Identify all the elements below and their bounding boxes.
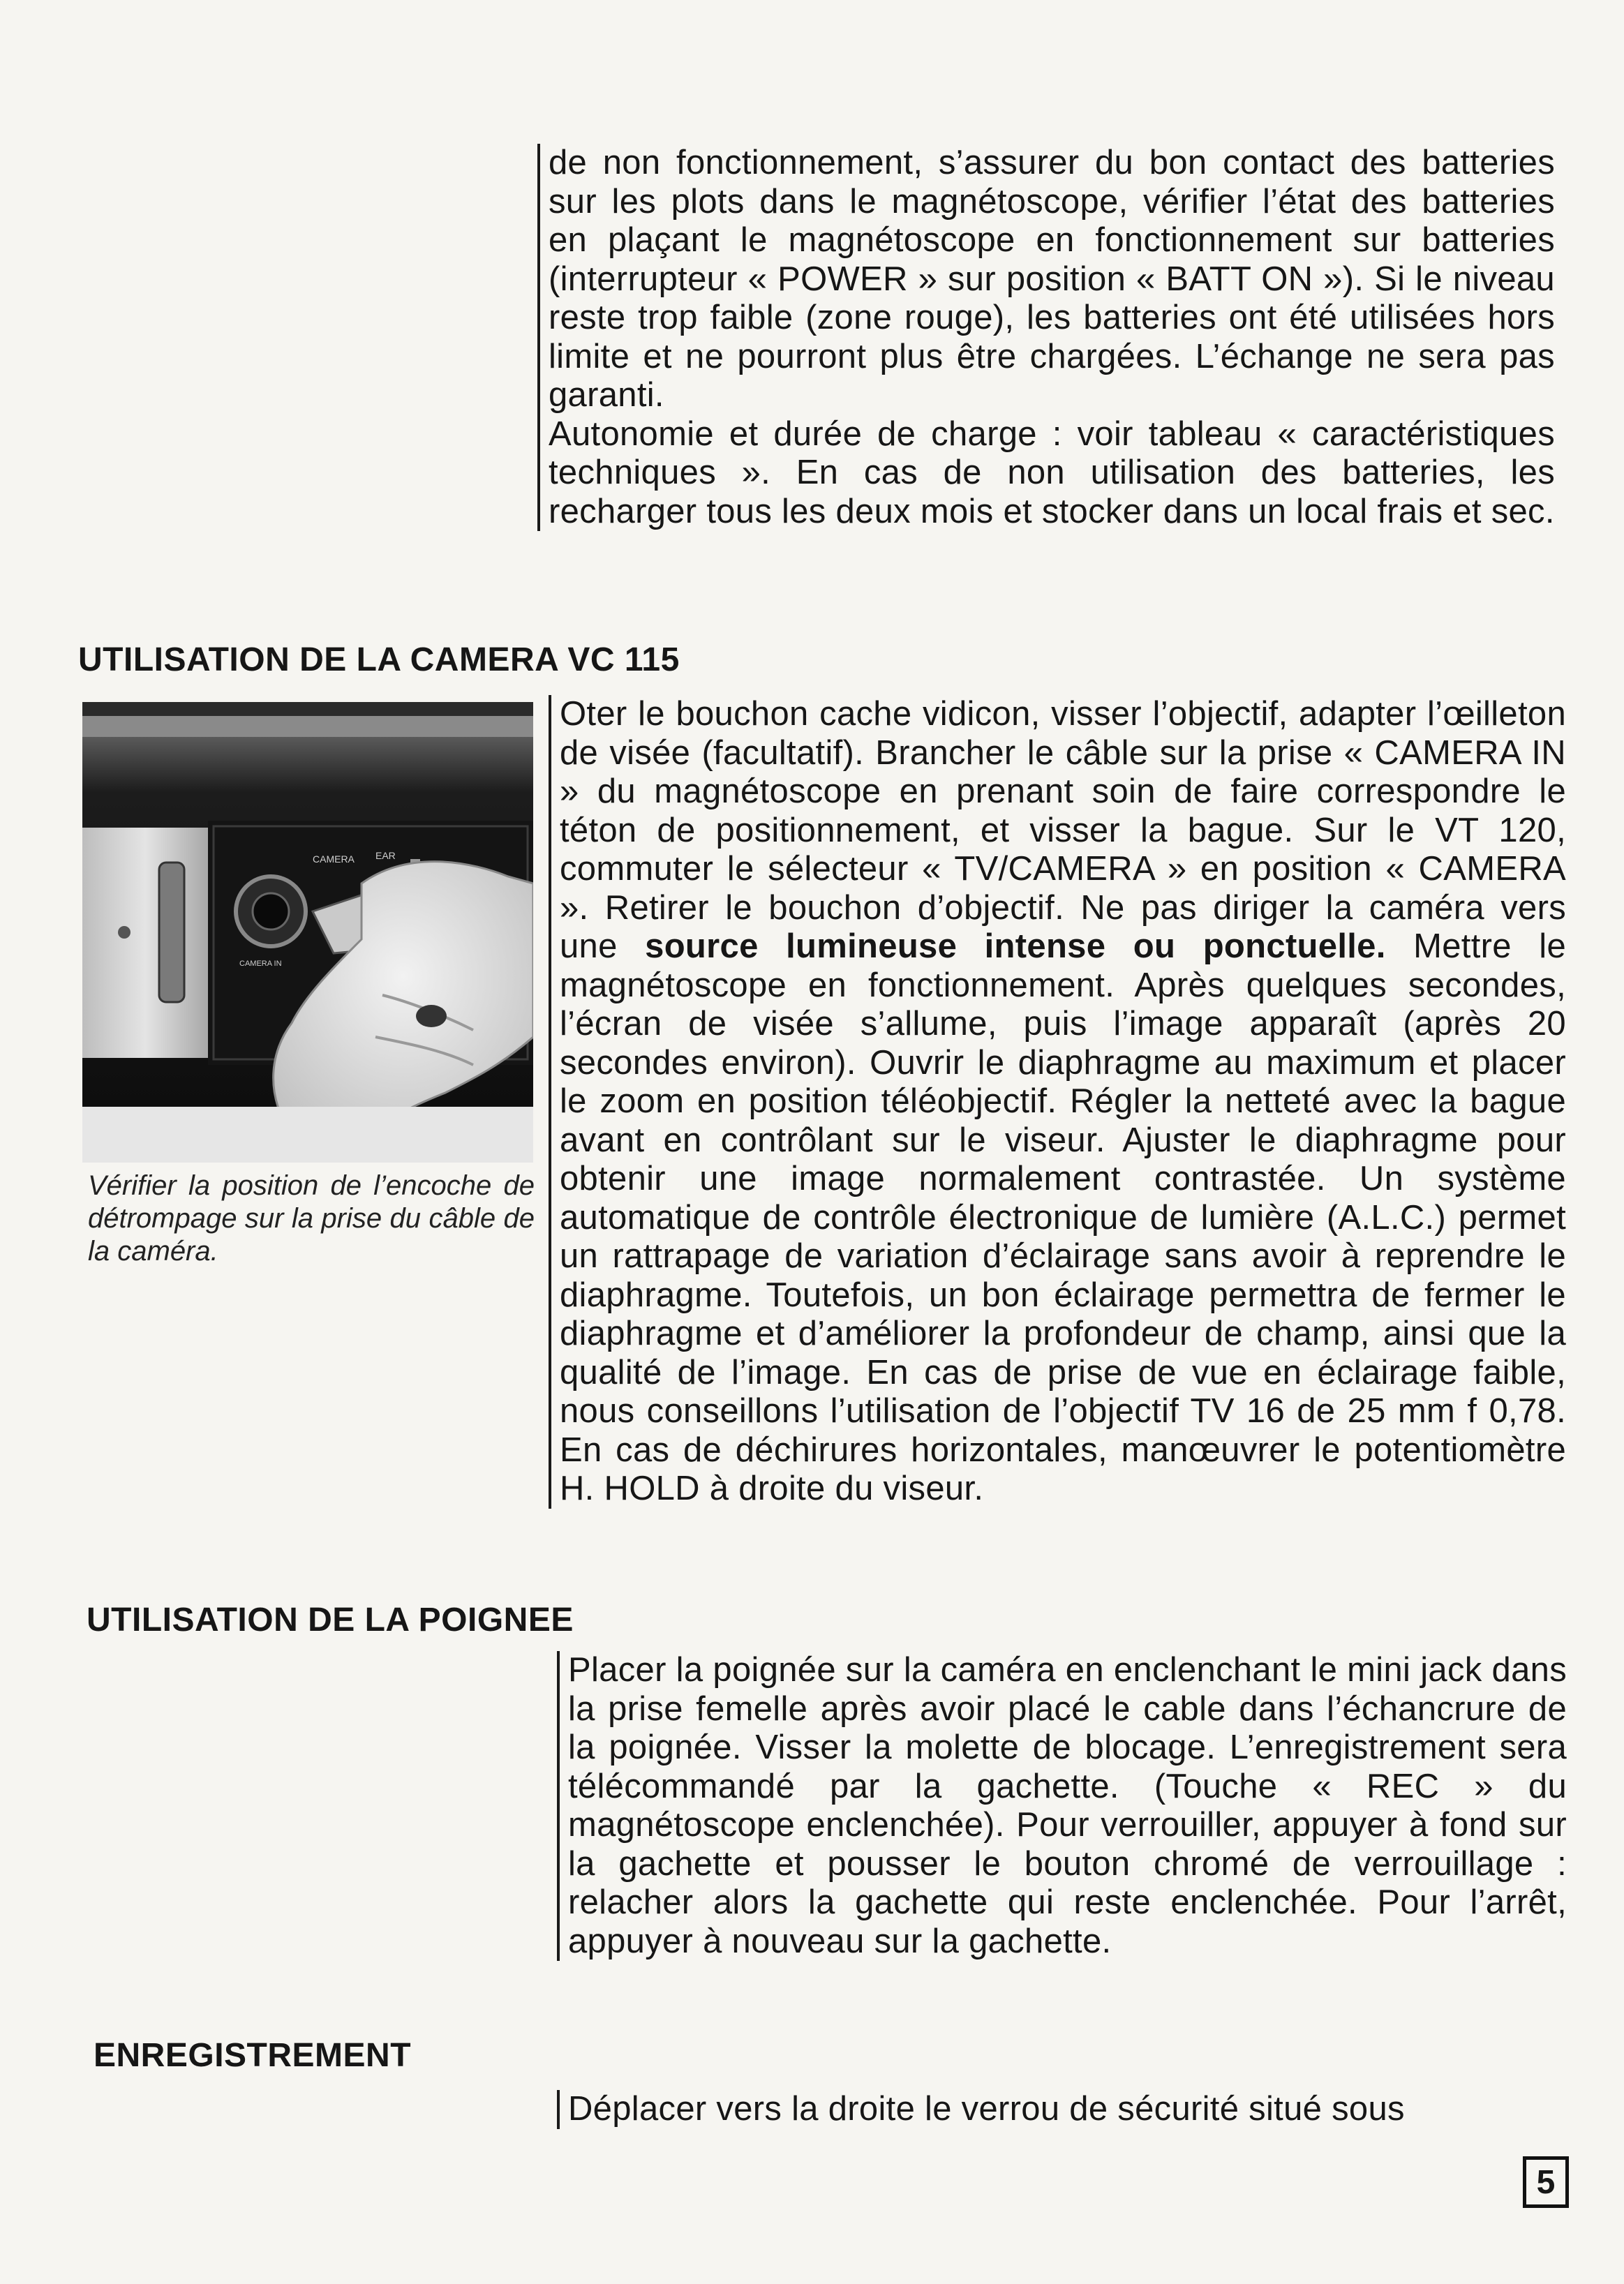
camera-text-2: Mettre le magnétoscope en fonctionnement. Après quelques secondes, l’écran de visée s’allume, puis l’image apparaît (après 20 secondes environ). Ouvrir le diaphragme au maximum et placer le zoom en position téléobjectif. Régler la netteté avec la bague avant en contrôlant sur le viseur. Ajuster le diaphragme pour obtenir une image normalement contrastée. Un système automatique de contrôle électronique de lumière (A.L.C.) permet un rattrapage de variation d’éclairage sans avoir à reprendre le diaphragme. Toutefois, un bon éclairage permettra de fermer le diaphragme et d’améliorer la profondeur de champ, ainsi que la qualité de l’image. En cas de prise de vue en éclairage faible, nous conseillons l’utilisation de l’objectif TV 16 de 25 mm f 0,78. En cas de déchirures horizontales, manœuvrer le potentiomètre H. HOLD à droite du viseur. — [560, 927, 1567, 1507]
intro-paragraph-2: Autonomie et durée de charge : voir tableau « caractéristiques techniques ». En cas de non utilisation des batteries, les recharger tous les deux mois et stocker dans un local frais et sec. — [549, 415, 1555, 530]
photo-label-ear: EAR — [375, 850, 396, 861]
camera-section-heading: UTILISATION DE LA CAMERA VC 115 — [78, 641, 680, 678]
photo-caption: Vérifier la position de l’encoche de détrompage sur la prise du câble de la caméra. — [88, 1170, 535, 1267]
camera-section-body — [549, 695, 1566, 1509]
handle-section-heading: UTILISATION DE LA POIGNEE — [87, 1602, 574, 1639]
photo-label-camera-in: CAMERA IN — [239, 960, 282, 968]
handle-text: Placer la poignée sur la caméra en enclenchant le mini jack dans la prise femelle après avoir placé le cable dans l’échancrure de la poignée. Visser la molette de blocage. L’enregistrement sera télécommandé par la gachette. (Touche « REC » du magnétoscope enclenchée). Pour verrouiller, appuyer à fond sur la gachette et pousser le bouton chromé de verrouillage : relacher alors la gachette qui reste enclenchée. Pour l’arrêt, appuyer à nouveau sur la gachette. — [568, 1651, 1567, 1960]
camera-text-warning: source lumineuse intense ou ponctuelle. — [645, 927, 1386, 965]
recording-section-body — [557, 2090, 1567, 2129]
page-number: 5 — [1523, 2156, 1569, 2208]
recording-section-heading: ENREGISTREMENT — [94, 2037, 412, 2074]
handle-section-body — [557, 1651, 1567, 1961]
camera-text-1: Oter le bouchon cache vidicon, visser l’objectif, adapter l’œilleton de visée (facultatif). Brancher le câble sur la prise « CAMERA IN » du magnétoscope en prenant soin de faire correspondre le téton de positionnement, et visser la bague. Sur le VT 120, commuter le sélecteur « TV/CAMERA » en position « CAMERA ». Retirer le bouchon d’objectif. Ne pas diriger la caméra vers une — [560, 695, 1566, 965]
camera-photo — [82, 702, 533, 1163]
photo-label-camera: CAMERA — [313, 853, 355, 865]
recording-text: Déplacer vers la droite le verrou de sécurité situé sous — [568, 2090, 1405, 2128]
intro-paragraph-1: de non fonctionnement, s’assurer du bon contact des batteries sur les plots dans le magnétoscope, vérifier l’état des batteries en plaçant le magnétoscope en fonctionnement sur batteries (interrupteur « POWER » sur position « BATT ON »). Si le niveau reste trop faible (zone rouge), les batteries ont été utilisées hors limite et ne pourront plus être chargées. L’échange ne sera pas garanti. — [549, 144, 1555, 414]
intro-section — [537, 144, 1555, 531]
